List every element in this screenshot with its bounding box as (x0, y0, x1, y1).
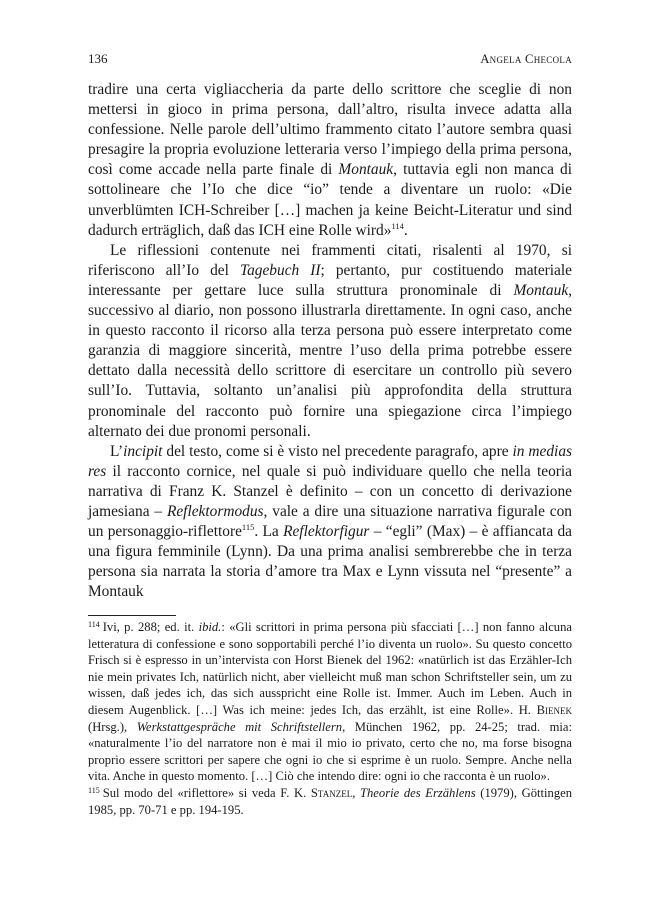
footnote-number: 114 (88, 620, 100, 629)
footnote-ref: 115 (241, 522, 255, 533)
text-run: L’ (110, 442, 124, 460)
small-caps-text: Bienek (536, 702, 572, 717)
page-number: 136 (88, 51, 108, 66)
paragraph (88, 442, 572, 603)
paragraph (88, 241, 572, 442)
text-run: il racconto cornice, nel quale si può individuare quello che nella teoria narrativa di Franz K. Stanzel è definito – con un concetto di derivazione jamesiana – (88, 462, 572, 520)
text-run: (Hrsg.), (88, 719, 137, 734)
text-run: , tuttavia egli non manca di sottolineare che l’Io che dice “io” tende a diventare un ruolo: «Die unverblümten ICH-Schreiber […] machen ja keine Beicht-Literatur und sind dadurch erträglich, daß das ICH eine Rolle wird» (88, 161, 572, 239)
text-run: Sul modo del «riflettore» si veda F. K. (102, 785, 311, 800)
text-run: – “egli” (Max) – è affiancata da una figura femminile (Lynn). Da una prima analisi sembrerebbe che in terza persona sia narrata la storia d’amore tra Max e Lynn vissuta nel “presente” a Montauk (88, 523, 572, 601)
italic-text: incipit (123, 442, 163, 460)
italic-text: in medias res (88, 442, 573, 480)
footnote-number: 115 (88, 785, 100, 795)
italic-text: Tagebuch II (239, 261, 321, 279)
small-caps-text: Stanzel (310, 785, 353, 800)
italic-text: Montauk, (513, 281, 572, 299)
italic-text: Werkstattgespräche mit Schriftstellern (136, 719, 343, 734)
text-run: del testo, come si è visto nel precedente paragrafo, apre (162, 442, 513, 460)
text-run: : «Gli scrittori in prima persona più sfacciati […] non fanno alcuna letteratura di confessione e sono sopportabili perché l’io diventa un ruolo». Su questo concetto Frisch si è espresso in un’intervista con Horst Bienek del 1962: «natürlich ist das Erzähler-Ich nie mein privates Ich, natürlich nicht, aber vielleicht muß man schon Schriftsteller sein, um zu wissen, daß jedes ich, das sich ausspricht eine Rolle ist. Immer. Auch im Leben. Auch in diesem Augenblick. […] Was ich meine: jedes Ich, das erzählt, ist eine Rolle». H. (88, 620, 572, 717)
italic-text: ibid. (198, 620, 222, 634)
italic-text: Montauk (338, 161, 394, 179)
footnote-ref: 114 (391, 220, 404, 231)
text-run: . (403, 221, 408, 239)
italic-text: Theorie des Erzählens (360, 785, 476, 800)
text-run: . La (254, 523, 284, 541)
footnotes (88, 619, 572, 818)
text-run: successivo al diario, non possono illustrarla direttamente. In ogni caso, anche in questo racconto il ricorso alla terza persona può essere interpretato come garanzia di maggiore sincerità, mentre l’uso della prima potrebbe essere dettato dalla necessità dello scrittore di esercitare un controllo più severo sull’Io. Tuttavia, soltanto un’analisi più approfondita della struttura pronominale del racconto può fornire una spiegazione circa l’impiego alternato dei due pronomi personali. (88, 302, 572, 440)
italic-text: Reflektorfigur (283, 523, 370, 541)
running-head: Angela Checola (480, 52, 572, 66)
paragraph (88, 80, 572, 241)
footnote (88, 619, 572, 785)
page-header (88, 51, 572, 67)
text-run: , München 1962, pp. 24-25; trad. mia: «naturalmente l’io del narratore non è mai il mio io privato, certo che no, ma forse bisogna proprio essere scrittori per sapere che ogni io che si esprime è un ruolo. Sempre. Anche nella vita. Anche in questo momento. […] Ciò che intendo dire: ogni io che racconta è un ruolo». (88, 719, 572, 784)
footnote-separator (88, 615, 176, 616)
text-run: ; pertanto, pur costituendo materiale interessante per gettare luce sulla struttura pronominale di (88, 261, 572, 299)
main-text (88, 80, 572, 602)
text-run: tradire una certa vigliaccheria da parte dello scrittore che sceglie di non mettersi in gioco in prima persona, dall’altro, risulta invece adatta alla confessione. Nelle parole dell’ultimo frammento citato l’autore sembra quasi presagire la propria evoluzione letteraria verso l’impiego della prima persona, così come accade nella parte finale di (88, 81, 572, 179)
text-run: , (352, 785, 360, 800)
footnote (88, 785, 572, 818)
italic-text: Reflektormodus (166, 502, 264, 520)
text-run: Le riflessioni contenute nei frammenti citati, risalenti al 1970, si riferiscono all’Io del (88, 241, 572, 279)
text-run: , vale a dire una situazione narrativa figurale con un personaggio-riflettore (88, 502, 572, 541)
text-run: Ivi, p. 288; ed. it. (102, 620, 199, 634)
text-run: (1979), Göttingen 1985, pp. 70-71 e pp. 194-195. (88, 785, 572, 817)
